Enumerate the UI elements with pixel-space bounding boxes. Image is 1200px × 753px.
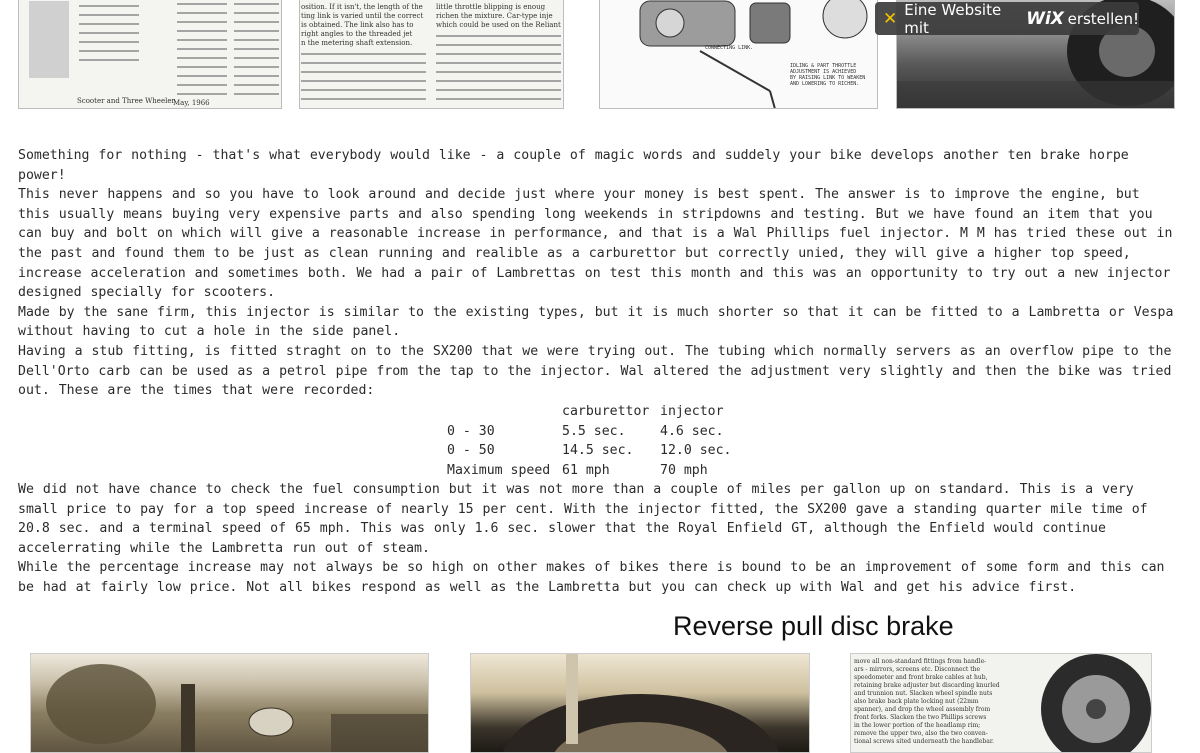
scan-text-line: right angles to the threaded jet: [301, 30, 413, 38]
article-paragraph: We did not have chance to check the fuel consumption but it was not more than a couple of miles per gallon up on standard. This is a very small price to pay for a top speed increase of nearly 15 per cent. With the injector fitted, the SX200 gave a standing quarter mile time of 20.8 sec. and a terminal speed of 65 mph. This was only 1.6 sec. slower that the Royal Enfield GT, although the Enfield would continue accelerrating while the Lambretta run out of steam.: [18, 482, 1148, 556]
scan-text-column: [301, 49, 426, 100]
scan-text-line: front forks. Slacken the two Phillips screws: [854, 714, 987, 721]
gallery-image-3[interactable]: [599, 0, 878, 109]
scan-text-line: move all non-standard fittings from handle-: [854, 658, 987, 665]
scan-text-line: little throttle blipping is enoug: [436, 3, 546, 11]
table-row: [447, 441, 731, 461]
article-paragraph: Made by the sane firm, this injector is similar to the existing types, but it is much shorter so that it can be fitted to a Lambretta or Vespa without having to cut a hole in the side panel.: [18, 304, 1174, 340]
gallery-image-1[interactable]: [18, 0, 282, 109]
scan-text-line: and trunnion nut. Slacken wheel spindle nuts: [854, 690, 993, 697]
diagram-label: IDLING & PART THROTTLE: [790, 63, 857, 69]
scan-text-line: spanner), and drop the wheel assembly from: [854, 706, 991, 713]
table-cell: 14.5 sec.: [562, 443, 634, 459]
table-header-cell: carburettor: [562, 404, 650, 419]
diagram-label: BY RAISING LINK TO WEAKEN: [790, 75, 866, 81]
gallery-image-7[interactable]: [850, 653, 1152, 753]
article-paragraph: Something for nothing - that's what everybody would like - a couple of magic words and suddely your bike develops another ten brake horpe power!: [18, 148, 1129, 183]
table-row: [447, 461, 731, 481]
wix-logo-text: WiX: [1026, 8, 1064, 29]
photo-content: [31, 654, 429, 753]
scan-text-column: [177, 0, 227, 100]
table-cell: 5.5 sec.: [562, 423, 626, 439]
scan-text-line: ting link is varied until the correct: [301, 12, 424, 20]
scan-illustration-area: [79, 1, 139, 68]
scan-text-line: osition. If it isn't, the length of the: [301, 3, 423, 11]
table-cell: 61 mph: [562, 462, 610, 478]
scan-text-line: retaining brake adjuster but discarding knurled: [854, 682, 1000, 689]
table-row: [447, 422, 731, 442]
table-cell: 0 - 30: [447, 423, 495, 439]
diagram-label: AND LOWERING TO RICHEN.: [790, 81, 860, 87]
scan-text-column: [436, 31, 561, 100]
scan-text-line: in the lower portion of the headlamp rim;: [854, 722, 981, 729]
wheel-photo: [1021, 654, 1152, 753]
diagram-label: CONNECTING LINK.: [705, 45, 754, 51]
scan-text-line: tional screws sited underneath the handlebar.: [854, 738, 994, 745]
table-cell: Maximum speed: [447, 462, 551, 478]
article-paragraph: This never happens and so you have to look around and decide just where your money is best spent. The answer is to improve the engine, but this usually means buying very expensive parts and also spending long weekends in stripdowns and testing. But we have found an item that you can buy and bolt on which will give a reasonable increase in performance, and that is a Wal Phillips fuel injector. M M has tried these out in the past and found them to be just as clean running and realible as a carburettor but correctly unied, they will give a higher top speed, increase acceleration and sometimes both. We had a pair of Lambrettas on test this month and this was an opportunity to try out a new injector designed specially for scooters.: [18, 187, 1173, 301]
banner-prefix: Eine Website mit: [904, 0, 1002, 37]
table-header-row: [447, 402, 731, 422]
diagram-label: ADJUSTMENT IS ACHIEVED: [790, 69, 857, 75]
scan-text-line: is obtained. The link also has to: [301, 21, 414, 29]
gallery-image-5[interactable]: [30, 653, 429, 753]
scan-text-block: [854, 658, 1019, 746]
article-body: [18, 146, 1178, 401]
scan-text-line: which could be used on the Reliant: [436, 21, 561, 29]
article-paragraph: Having a stub fitting, is fitted straght on to the SX200 that we were trying out. The tubing which normally servers as an overflow pipe to the Dell'Orto carb can be used as a petrol pipe from the tap to the injector. Wal altered the adjustment very slightly and then the bike was tried out. These are the times that were recorded:: [18, 343, 1172, 399]
scan-text-line: also brake back plate locking nut (22mm: [854, 698, 979, 705]
table-cell: 0 - 50: [447, 443, 495, 459]
table-header-cell: injector: [660, 404, 724, 419]
gallery-image-6[interactable]: [470, 653, 810, 753]
scan-photo-area: [29, 1, 69, 78]
scan-text-line: remove the upper two, also the two conven-: [854, 730, 988, 737]
wix-promo-banner[interactable]: [875, 2, 1139, 35]
scan-text-column: [234, 0, 279, 100]
gallery-image-2[interactable]: [299, 0, 564, 109]
banner-suffix: erstellen!: [1067, 9, 1139, 28]
scan-text-line: ars - mirrors, screens etc. Disconnect the: [854, 666, 981, 673]
scan-caption: Scooter and Three Wheeler: [77, 97, 175, 105]
engine-diagram: [600, 0, 878, 109]
table-cell: 70 mph: [660, 462, 708, 478]
table-cell: 4.6 sec.: [660, 423, 724, 439]
photo-content: [471, 654, 810, 753]
scan-text-line: speedometer and front brake cables at hub,: [854, 674, 988, 681]
section-heading: Reverse pull disc brake: [673, 611, 954, 641]
table-cell: 12.0 sec.: [660, 443, 732, 459]
scan-date: May, 1966: [173, 99, 210, 107]
acceleration-times-table: [447, 402, 731, 480]
scan-text-line: richen the mixture. Car-type inje: [436, 12, 553, 20]
table-header-cell: [447, 402, 562, 422]
article-body-continued: [18, 480, 1178, 598]
article-paragraph: While the percentage increase may not always be so high on other makes of bikes there is bound to be an improvement of some form and this can be had at fairly low price. Not all bikes respond as well as the Lambretta but you can check up with Wal and get his advice first.: [18, 560, 1165, 595]
scan-text-line: n the metering shaft extension.: [301, 39, 413, 47]
wix-x-icon: ✕: [883, 8, 898, 29]
